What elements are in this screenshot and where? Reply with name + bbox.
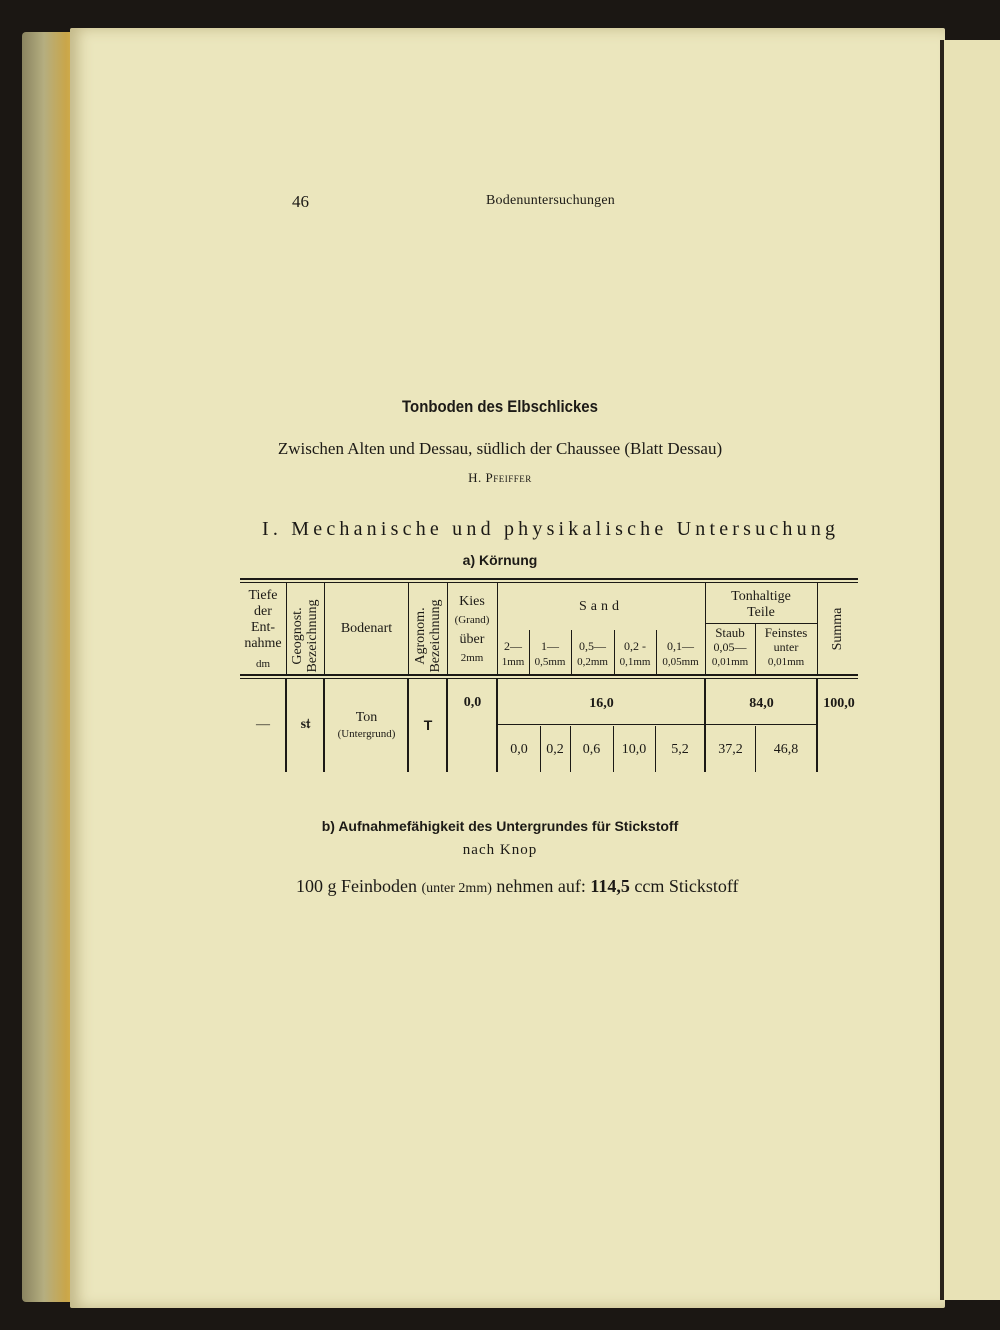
row-sand-2-1: 0,0 <box>510 742 528 757</box>
header-tonhaltige: Tonhaltige Teile <box>731 589 791 620</box>
row-sand-total: 16,0 <box>589 696 614 711</box>
row-sand-05-02: 0,6 <box>582 742 601 757</box>
row-sand-1-05: 0,2 <box>546 742 564 757</box>
row-geognost: s𝔱 <box>300 717 311 732</box>
header-kies: Kies (Grand) über 2mm <box>454 594 490 664</box>
header-geognost: Geognost. Bezeichnung <box>290 599 320 673</box>
row-bodenart: Ton (Untergrund) <box>337 710 396 740</box>
page-number: 46 <box>292 192 309 211</box>
document-title: Tonboden des Elbschlickes <box>402 397 598 416</box>
header-sand: Sand <box>579 599 623 614</box>
header-staub: Staub 0,05— 0,01mm <box>711 625 749 668</box>
header-sand-1-05: 1— 0,5mm <box>534 639 566 668</box>
subsection-b-method: nach Knop <box>462 842 538 858</box>
header-agronom: Agronom. Bezeichnung <box>413 599 443 673</box>
book-edge <box>22 32 77 1302</box>
header-sand-2-1: 2— 1mm <box>501 639 525 668</box>
result-lead: 100 g Feinboden <box>296 876 417 896</box>
result-unit: ccm Stickstoff <box>634 876 739 896</box>
grain-size-table <box>240 578 860 778</box>
row-feinstes: 46,8 <box>773 742 799 757</box>
header-feinstes: Feinstes unter 0,01mm <box>764 625 808 668</box>
row-sand-02-01: 10,0 <box>621 742 647 757</box>
result-value: 114,5 <box>590 876 630 896</box>
running-title: Bodenuntersuchungen <box>486 193 615 208</box>
section-heading: I. Mechanische und physikalische Untersuchung <box>262 518 840 540</box>
header-bodenart: Bodenart <box>340 621 393 636</box>
result-qualifier: (unter 2mm) <box>421 881 492 896</box>
facing-page-edge <box>944 40 1000 1300</box>
author: H. Pfeiffer <box>468 470 532 485</box>
document-subtitle: Zwischen Alten und Dessau, südlich der Chaussee (Blatt Dessau) <box>277 439 723 458</box>
nitrogen-result <box>296 876 739 897</box>
row-sand-01-005: 5,2 <box>671 742 689 757</box>
header-summa: Summa <box>830 607 845 651</box>
row-staub: 37,2 <box>718 742 743 757</box>
header-sand-02-01: 0,2 - 0,1mm <box>619 639 651 668</box>
header-tiefe: Tiefe der Ent- nahme dm <box>244 588 282 670</box>
row-tiefe: — <box>256 717 270 732</box>
row-ton-total: 84,0 <box>749 696 774 711</box>
header-sand-05-02: 0,5— 0,2mm <box>577 639 608 668</box>
row-kies: 0,0 <box>463 695 482 710</box>
row-agronom: T <box>423 717 433 733</box>
result-verb: nehmen auf: <box>496 876 586 896</box>
subsection-b-heading: b) Aufnahmefähigkeit des Untergrundes für Stickstoff <box>321 818 679 834</box>
header-sand-01-005: 0,1— 0,05mm <box>662 639 699 668</box>
row-summa: 100,0 <box>823 696 855 711</box>
subsection-a-heading: a) Körnung <box>462 552 538 568</box>
